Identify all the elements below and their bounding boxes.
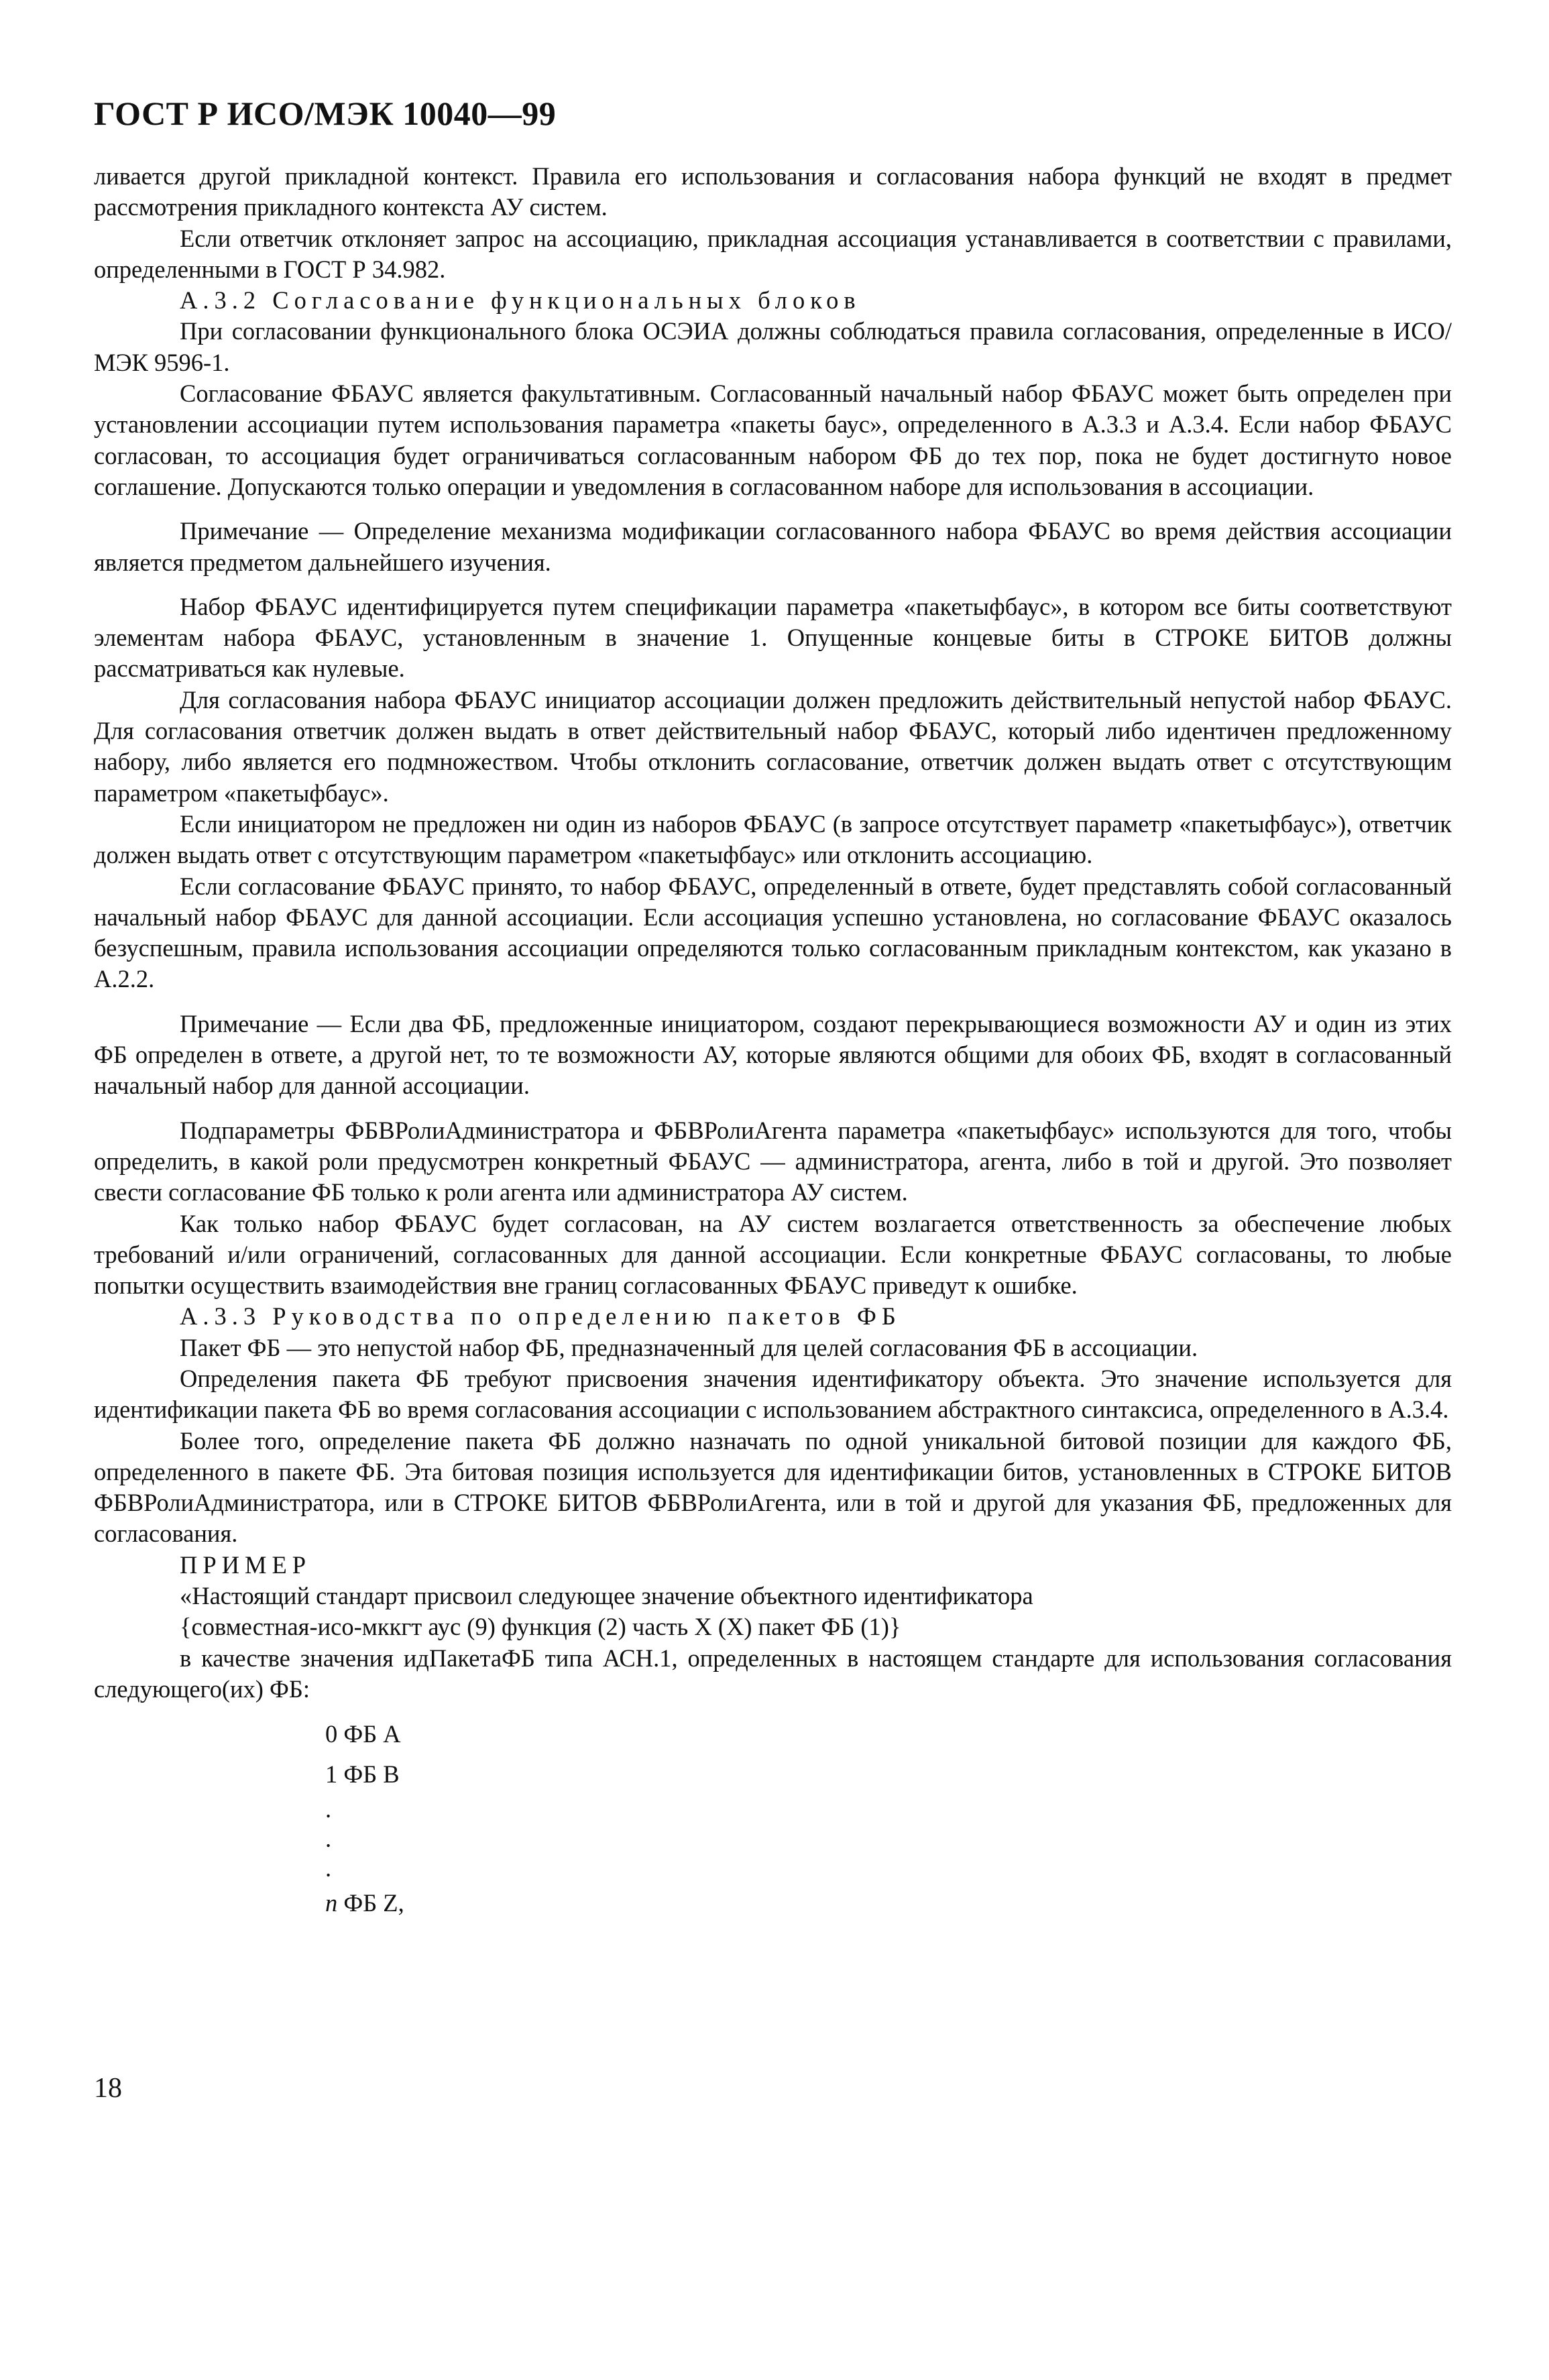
- paragraph: ливается другой прикладной контекст. Правила его использования и согласования набора функций не входят в предмет рассмотрения прикладного контекста АУ систем.: [94, 162, 1452, 221]
- paragraph: Более того, определение пакета ФБ должно назначать по одной уникальной битовой позиции для каждого ФБ, определенного в пакете ФБ. Эта битовая позиция используется для идентификации битов, установленных в СТРОКЕ БИТОВ ФБВРолиАдминистратора, или в СТРОКЕ БИТОВ ФБВРолиАгента, или в той и другой для указания ФБ, предложенных для согласования.: [94, 1426, 1452, 1548]
- paragraph: {совместная-исо-мккгт аус (9) функция (2) часть X (X) пакет ФБ (1)}: [180, 1613, 901, 1641]
- list-item: n ФБ Z,: [325, 1889, 404, 1917]
- paragraph: Для согласования набора ФБАУС инициатор ассоциации должен предложить действительный непустой набор ФБАУС. Для согласования ответчик должен выдать в ответ действительный набор ФБАУС, который либо идентичен предложенному набору, либо является его подмножеством. Чтобы отклонить согласование, ответчик должен выдать ответ с отсутствующим параметром «пакетыфбаус».: [94, 685, 1452, 807]
- paragraph: Если согласование ФБАУС принято, то набор ФБАУС, определенный в ответе, будет представлять собой согласованный начальный набор ФБАУС для данной ассоциации. Если ассоциация успешно установлена, но согласование ФБАУС оказалось безуспешным, правила использования ассоциации определяются только согласованным прикладным контекстом, как указано в А.2.2.: [94, 872, 1452, 993]
- paragraph: Подпараметры ФБВРолиАдминистратора и ФБВРолиАгента параметра «пакетыфбаус» используются для того, чтобы определить, в какой роли предусмотрен конкретный ФБАУС — администратора, агента, либо в той и другой. Это позволяет свести согласование ФБ только к роли агента или администратора АУ систем.: [94, 1116, 1452, 1206]
- list-item: .: [325, 1795, 332, 1823]
- fb-list: [325, 1714, 1452, 1923]
- paragraph: в качестве значения идПакетаФБ типа АСН.1, определенных в настоящем стандарте для использования согласования следующего(их) ФБ:: [94, 1644, 1452, 1703]
- list-item: .: [325, 1825, 332, 1853]
- paragraph: Как только набор ФБАУС будет согласован, на АУ систем возлагается ответственность за обеспечение любых требований и/или ограничений, согласованных для данной ассоциации. Если конкретные ФБАУС согласованы, то любые попытки осуществить взаимодействия вне границ согласованных ФБАУС приведут к ошибке.: [94, 1209, 1452, 1300]
- list-item: 1 ФБ В: [325, 1760, 400, 1789]
- section-heading: А.3.2 Согласование функциональных блоков: [180, 286, 861, 315]
- paragraph: При согласовании функционального блока ОСЭИА должны соблюдаться правила согласования, определенные в ИСО/МЭК 9596-1.: [94, 317, 1452, 376]
- list-item: 0 ФБ А: [325, 1720, 401, 1748]
- paragraph: Определения пакета ФБ требуют присвоения значения идентификатору объекта. Это значение используется для идентификации пакета ФБ во время согласования ассоциации с использованием абстрактного синтаксиса, определенного в А.3.4.: [94, 1364, 1452, 1424]
- example-label: ПРИМЕР: [180, 1550, 312, 1579]
- list-item: .: [325, 1854, 332, 1882]
- paragraph: Если ответчик отклоняет запрос на ассоциацию, прикладная ассоциация устанавливается в соответствии с правилами, определенными в ГОСТ Р 34.982.: [94, 224, 1452, 283]
- note: Примечание — Определение механизма модификации согласованного набора ФБАУС во время действия ассоциации является предметом дальнейшего изучения.: [94, 517, 1452, 576]
- note: Примечание — Если два ФБ, предложенные инициатором, создают перекрывающиеся возможности АУ и один из этих ФБ определен в ответе, а другой нет, то те возможности АУ, которые являются общими для обоих ФБ, входят в согласованный начальный набор для данной ассоциации.: [94, 1009, 1452, 1100]
- page-number: 18: [94, 2073, 122, 2104]
- document-header: ГОСТ Р ИСО/МЭК 10040—99: [94, 95, 557, 132]
- paragraph: Согласование ФБАУС является факультативным. Согласованный начальный набор ФБАУС может быть определен при установлении ассоциации путем использования параметра «пакеты баус», определенного в А.3.3 и А.3.4. Если набор ФБАУС согласован, то ассоциация будет ограничиваться согласованным набором ФБ до тех пор, пока не будет достигнуто новое соглашение. Допускаются только операции и уведомления в согласованном наборе для использования в ассоциации.: [94, 380, 1452, 500]
- document-body: [94, 161, 1452, 1923]
- paragraph: «Настоящий стандарт присвоил следующее значение объектного идентификатора: [180, 1582, 1033, 1610]
- paragraph: Набор ФБАУС идентифицируется путем спецификации параметра «пакетыфбаус», в котором все биты соответствуют элементам набора ФБАУС, установленным в значение 1. Опущенные концевые биты в СТРОКЕ БИТОВ должны рассматриваться как нулевые.: [94, 592, 1452, 683]
- section-heading: А.3.3 Руководства по определению пакетов ФБ: [180, 1302, 901, 1330]
- paragraph: Если инициатором не предложен ни один из наборов ФБАУС (в запросе отсутствует параметр «пакетыфбаус»), ответчик должен выдать ответ с отсутствующим параметром «пакетыфбаус» или отклонить ассоциацию.: [94, 809, 1452, 869]
- paragraph: Пакет ФБ — это непустой набор ФБ, предназначенный для целей согласования ФБ в ассоциации.: [180, 1333, 1198, 1361]
